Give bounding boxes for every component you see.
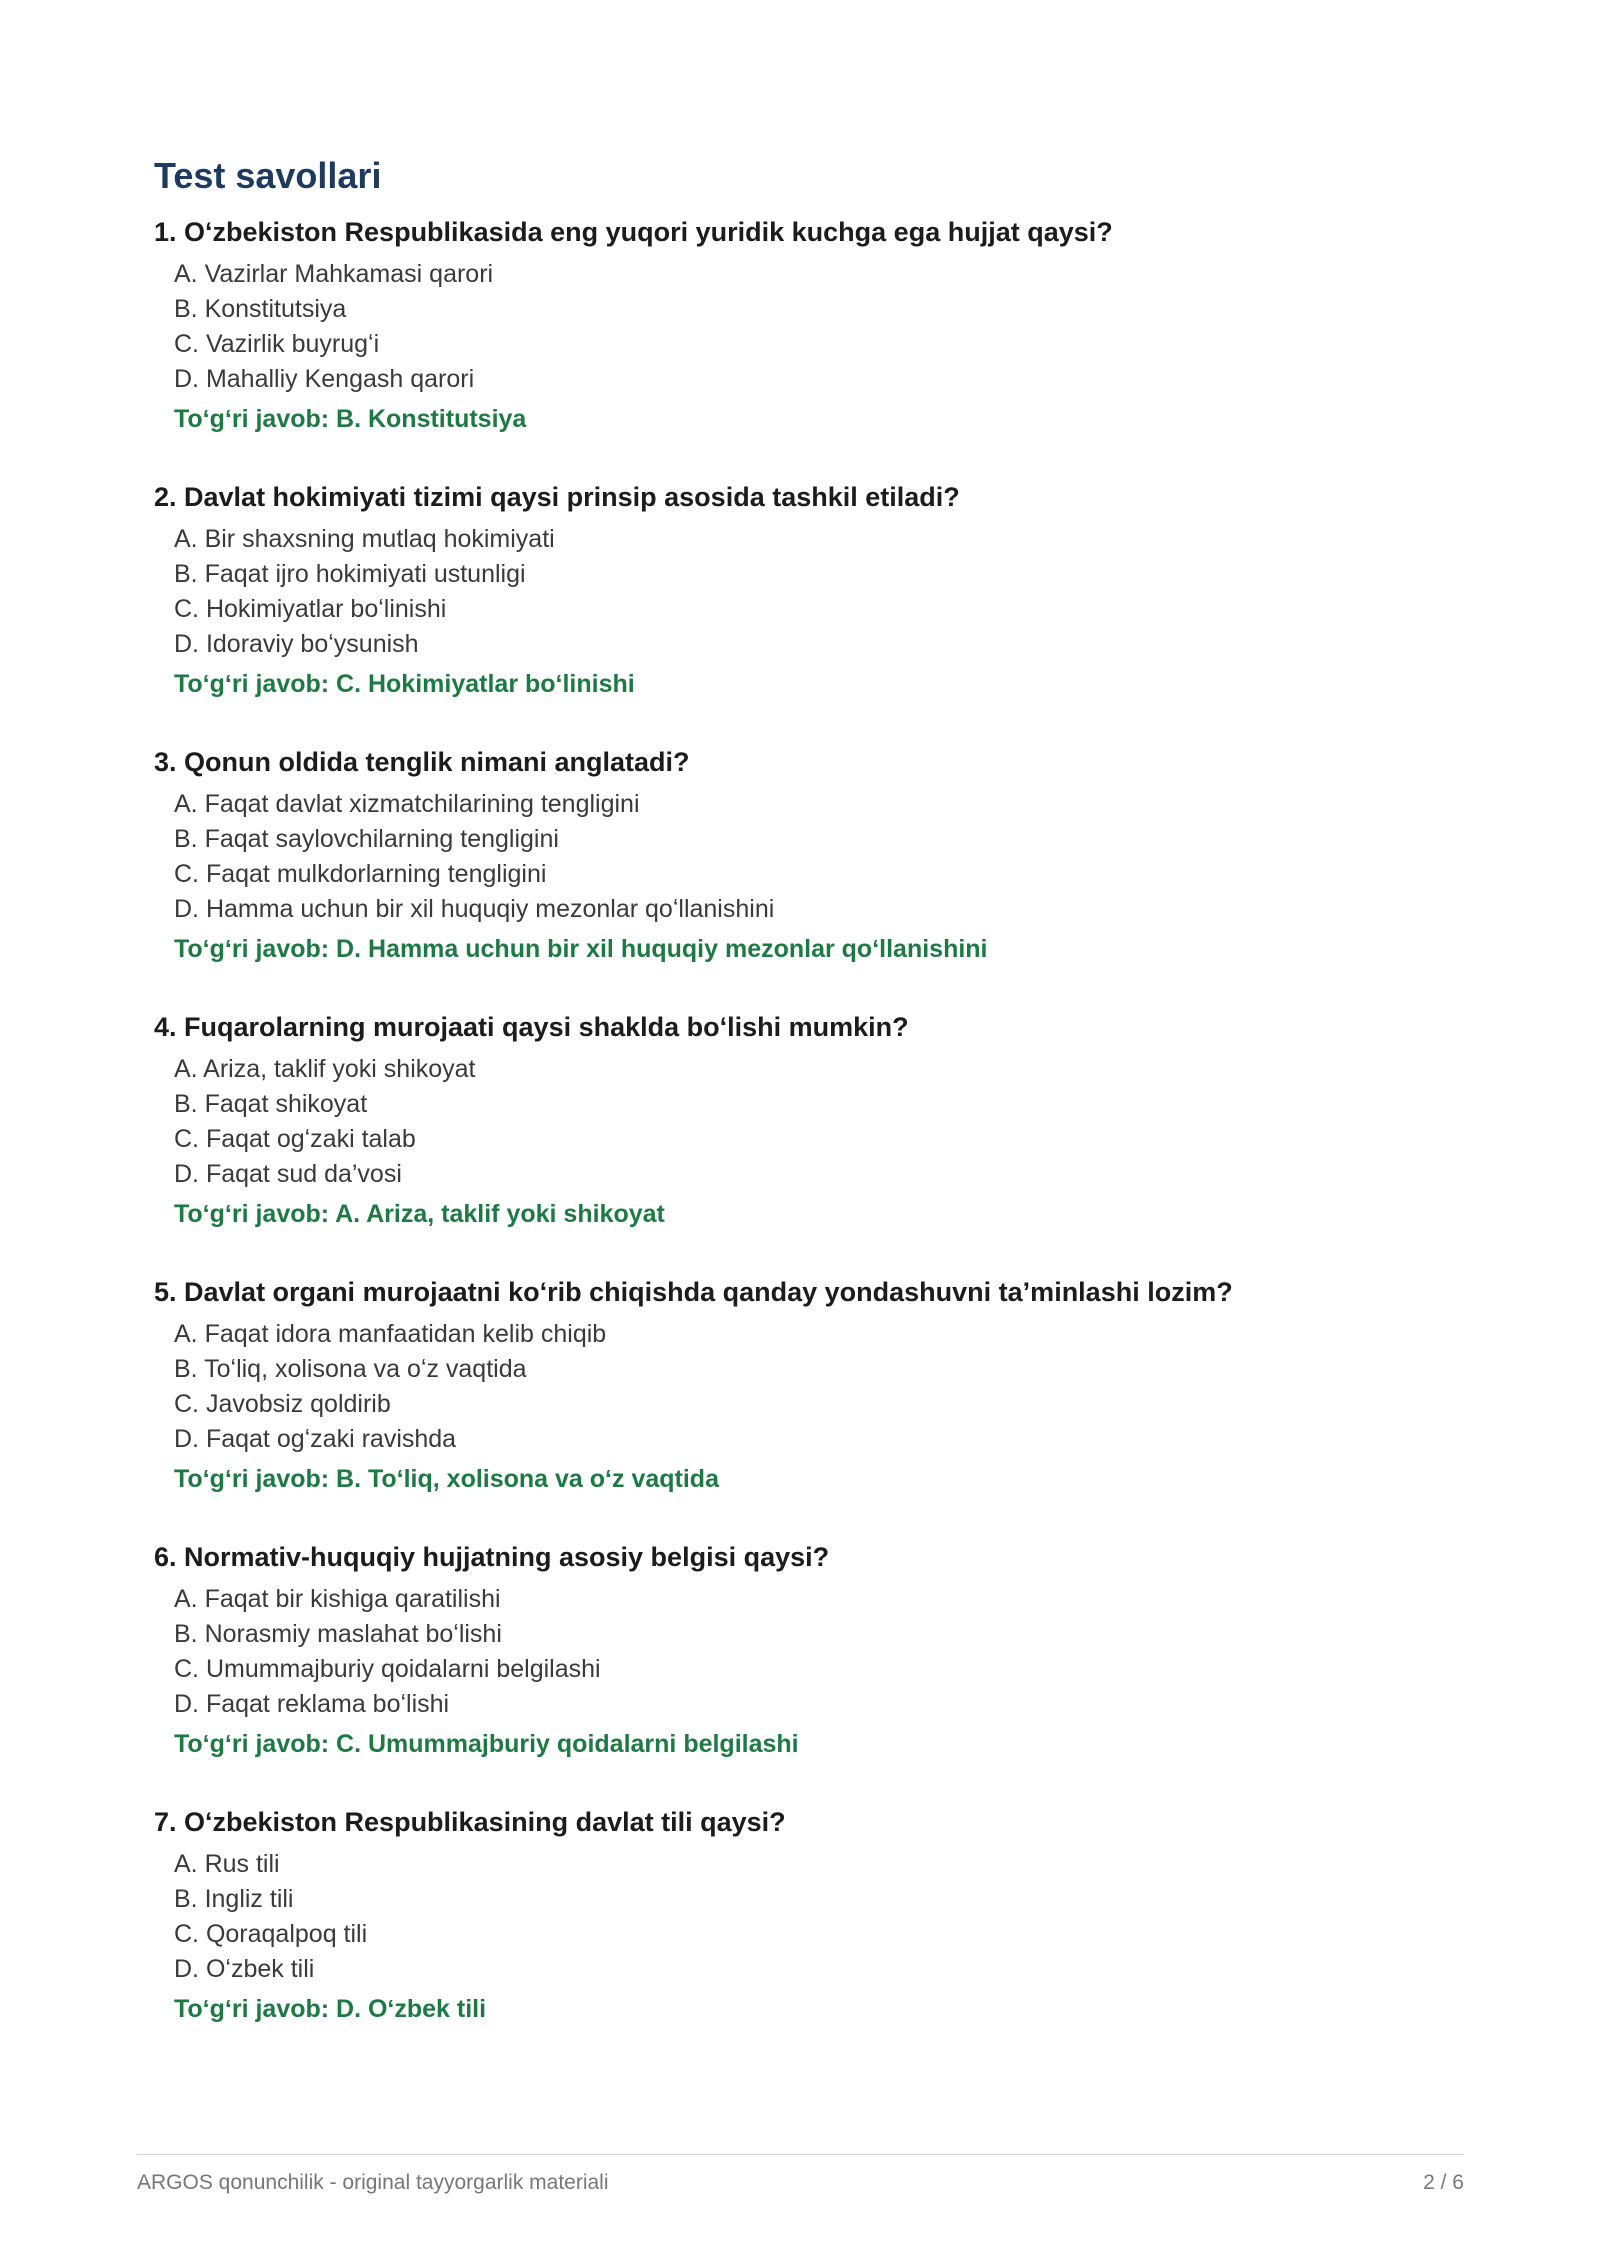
page-title: Test savollari <box>154 155 382 196</box>
option-a: A. Rus tili <box>174 1850 280 1878</box>
options-list <box>174 522 1484 662</box>
page-number: 2 / 6 <box>1423 2171 1464 2194</box>
option-b: B. Konstitutsiya <box>174 295 347 323</box>
question-2 <box>154 477 1484 702</box>
option-b: B. Toʻliq, xolisona va oʻz vaqtida <box>174 1355 527 1383</box>
option-b: B. Faqat shikoyat <box>174 1090 368 1118</box>
option-b: B. Norasmiy maslahat boʻlishi <box>174 1620 502 1648</box>
option-c: C. Faqat mulkdorlarning tengligini <box>174 860 547 888</box>
option-d: D. Faqat ogʻzaki ravishda <box>174 1425 457 1453</box>
options-list <box>174 1582 1484 1722</box>
option-d: D. Faqat sud da’vosi <box>174 1160 402 1188</box>
option-d: D. Idoraviy boʻysunish <box>174 630 419 658</box>
option-a: A. Vazirlar Mahkamasi qarori <box>174 260 494 288</box>
correct-answer: Toʻgʻri javob: B. Toʻliq, xolisona va oʻz vaqtida <box>174 1465 719 1493</box>
option-a: A. Faqat bir kishiga qaratilishi <box>174 1585 501 1613</box>
question-text: 6. Normativ-huquqiy hujjatning asosiy belgisi qaysi? <box>154 1542 830 1572</box>
option-c: C. Faqat ogʻzaki talab <box>174 1125 416 1153</box>
options-list <box>174 787 1484 927</box>
footer-divider <box>137 2154 1464 2155</box>
option-b: B. Ingliz tili <box>174 1885 294 1913</box>
option-a: A. Bir shaxsning mutlaq hokimiyati <box>174 525 555 553</box>
option-d: D. Oʻzbek tili <box>174 1955 315 1983</box>
options-list <box>174 1317 1484 1457</box>
question-1 <box>154 212 1484 437</box>
option-b: B. Faqat ijro hokimiyati ustunligi <box>174 560 526 588</box>
question-7 <box>154 1802 1484 2027</box>
option-a: A. Faqat idora manfaatidan kelib chiqib <box>174 1320 607 1348</box>
option-c: C. Javobsiz qoldirib <box>174 1390 391 1418</box>
correct-answer: Toʻgʻri javob: D. Hamma uchun bir xil huquqiy mezonlar qoʻllanishini <box>174 935 988 963</box>
option-d: D. Hamma uchun bir xil huquqiy mezonlar qoʻllanishini <box>174 895 775 923</box>
option-b: B. Faqat saylovchilarning tengligini <box>174 825 559 853</box>
question-text: 1. Oʻzbekiston Respublikasida eng yuqori yuridik kuchga ega hujjat qaysi? <box>154 217 1113 247</box>
options-list <box>174 1847 1484 1987</box>
question-6 <box>154 1537 1484 1762</box>
option-d: D. Faqat reklama boʻlishi <box>174 1690 450 1718</box>
question-text: 5. Davlat organi murojaatni koʻrib chiqishda qanday yondashuvni ta’minlashi lozim? <box>154 1277 1233 1307</box>
options-list <box>174 257 1484 397</box>
correct-answer: Toʻgʻri javob: A. Ariza, taklif yoki shikoyat <box>174 1200 665 1228</box>
question-text: 2. Davlat hokimiyati tizimi qaysi prinsip asosida tashkil etiladi? <box>154 482 960 512</box>
footer-caption: ARGOS qonunchilik - original tayyorgarlik materiali <box>137 2171 609 2194</box>
correct-answer: Toʻgʻri javob: C. Umummajburiy qoidalarni belgilashi <box>174 1730 799 1758</box>
correct-answer: Toʻgʻri javob: C. Hokimiyatlar boʻlinishi <box>174 670 635 698</box>
correct-answer: Toʻgʻri javob: B. Konstitutsiya <box>174 405 527 433</box>
question-text: 3. Qonun oldida tenglik nimani anglatadi? <box>154 747 690 777</box>
option-c: C. Hokimiyatlar boʻlinishi <box>174 595 447 623</box>
question-text: 4. Fuqarolarning murojaati qaysi shaklda boʻlishi mumkin? <box>154 1012 909 1042</box>
option-c: C. Qoraqalpoq tili <box>174 1920 368 1948</box>
options-list <box>174 1052 1484 1192</box>
question-4 <box>154 1007 1484 1232</box>
option-c: C. Vazirlik buyrugʻi <box>174 330 380 358</box>
option-d: D. Mahalliy Kengash qarori <box>174 365 475 393</box>
option-c: C. Umummajburiy qoidalarni belgilashi <box>174 1655 601 1683</box>
correct-answer: Toʻgʻri javob: D. Oʻzbek tili <box>174 1995 487 2023</box>
option-a: A. Ariza, taklif yoki shikoyat <box>174 1055 476 1083</box>
question-5 <box>154 1272 1484 1497</box>
question-text: 7. Oʻzbekiston Respublikasining davlat tili qaysi? <box>154 1807 786 1837</box>
option-a: A. Faqat davlat xizmatchilarining tengligini <box>174 790 640 818</box>
question-3 <box>154 742 1484 967</box>
